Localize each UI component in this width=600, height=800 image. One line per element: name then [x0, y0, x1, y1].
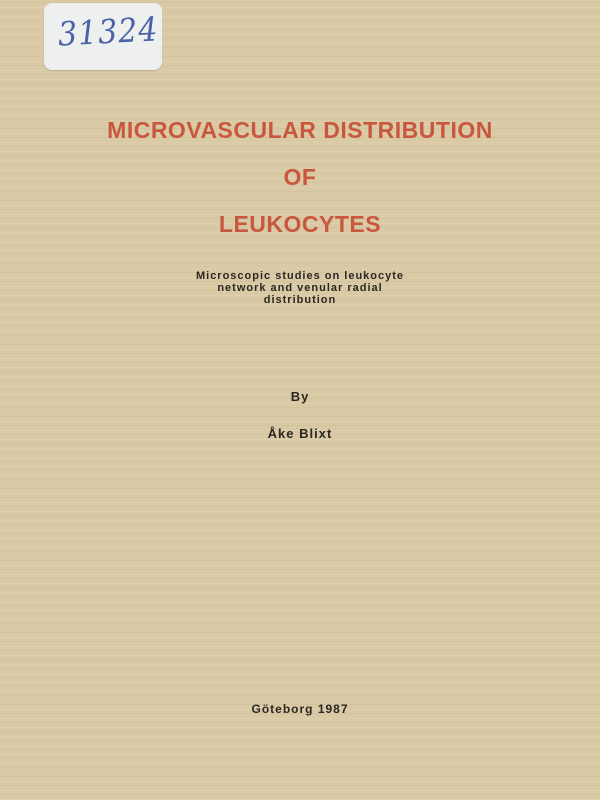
- library-label-sticker: [44, 3, 162, 70]
- title-line-2: OF: [283, 164, 317, 190]
- subtitle-line-2: network and venular radial: [217, 282, 383, 294]
- imprint-place-year: Göteborg 1987: [251, 702, 349, 716]
- title-line-3: LEUKOCYTES: [218, 211, 382, 237]
- subtitle: [0, 270, 600, 306]
- subtitle-line-1: Microscopic studies on leukocyte: [195, 270, 405, 282]
- by-label: By: [290, 389, 310, 404]
- author-name: Åke Blixt: [267, 426, 333, 441]
- subtitle-line-3: distribution: [263, 294, 337, 306]
- title-line-1: MICROVASCULAR DISTRIBUTION: [107, 117, 493, 143]
- handwritten-accession-number: 31324: [57, 10, 160, 55]
